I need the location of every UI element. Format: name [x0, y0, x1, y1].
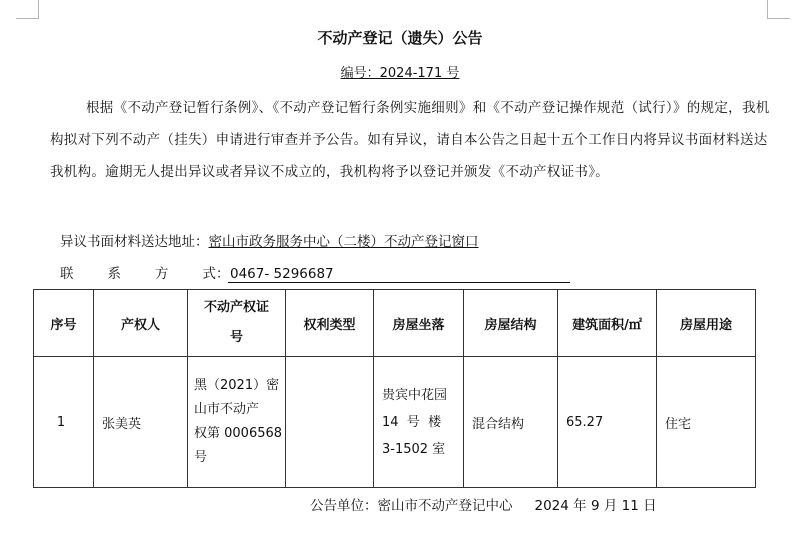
header-cert-line1: 不动产权证 [203, 300, 269, 315]
header-right-type: 权利类型 [286, 290, 374, 357]
registration-table [33, 289, 756, 488]
cell-usage: 住宅 [657, 357, 756, 488]
notice-title: 不动产登记（遗失）公告 [317, 29, 483, 47]
page-corner-mark-top-left [16, 0, 39, 19]
cell-owner: 张美英 [94, 357, 188, 488]
objection-address-value: 密山市政务服务中心（二楼）不动产登记窗口 [208, 234, 479, 250]
location-line2: 14 号 楼 [382, 414, 442, 430]
objection-address-label: 异议书面材料送达地址： [60, 234, 209, 250]
cert-line2: 山市不动产 [194, 402, 260, 417]
header-owner: 产权人 [94, 290, 188, 357]
header-cert-line2: 号 [229, 330, 243, 345]
issue-date: 2024 年 9 月 11 日 [534, 498, 657, 514]
table-row [34, 357, 756, 488]
notice-body: 根据《不动产登记暂行条例》、《不动产登记暂行条例实施细则》和《不动产登记操作规范（试行）》的规定，我机构拟对下列不动产（挂失）申请进行审查并予公告。如有异议，请自本公告之日起十五个工作日内将异议书面材料送达我机构。逾期无人提出异议或者异议不成立的，我机构将予以登记并颁发《不动产权证书》。 [50, 100, 770, 180]
cell-structure: 混合结构 [464, 357, 558, 488]
page-corner-mark-top-right [767, 0, 790, 19]
contact-phone-row [60, 262, 570, 283]
cell-location [374, 357, 464, 488]
cert-line3: 权第 0006568 [194, 426, 283, 441]
objection-address-row [60, 230, 479, 250]
doc-number [0, 62, 800, 81]
header-structure: 房屋结构 [464, 290, 558, 357]
header-cert-number [188, 290, 286, 357]
header-usage: 房屋用途 [657, 290, 756, 357]
cell-right-type [286, 357, 374, 488]
cert-line4: 号 [194, 450, 208, 465]
cell-cert-number [188, 357, 286, 488]
cell-area: 65.27 [558, 357, 657, 488]
table-header-row [34, 290, 756, 357]
contact-phone-label: 联 系 方 式： [60, 266, 230, 282]
header-location: 房屋坐落 [374, 290, 464, 357]
contact-phone-value: 0467- 5296687 [228, 266, 570, 283]
location-line3: 3-1502 室 [382, 441, 446, 457]
doc-number-text: 编号：2024-171 号 [340, 66, 460, 81]
cell-seq: 1 [34, 357, 94, 488]
issuer: 公告单位：密山市不动产登记中心 [310, 498, 513, 514]
header-seq: 序号 [34, 290, 94, 357]
location-line1: 贵宾中花园 [382, 387, 448, 403]
notice-footer [310, 494, 657, 514]
header-area: 建筑面积/㎡ [558, 290, 657, 357]
cert-line1: 黑（2021）密 [194, 378, 280, 393]
